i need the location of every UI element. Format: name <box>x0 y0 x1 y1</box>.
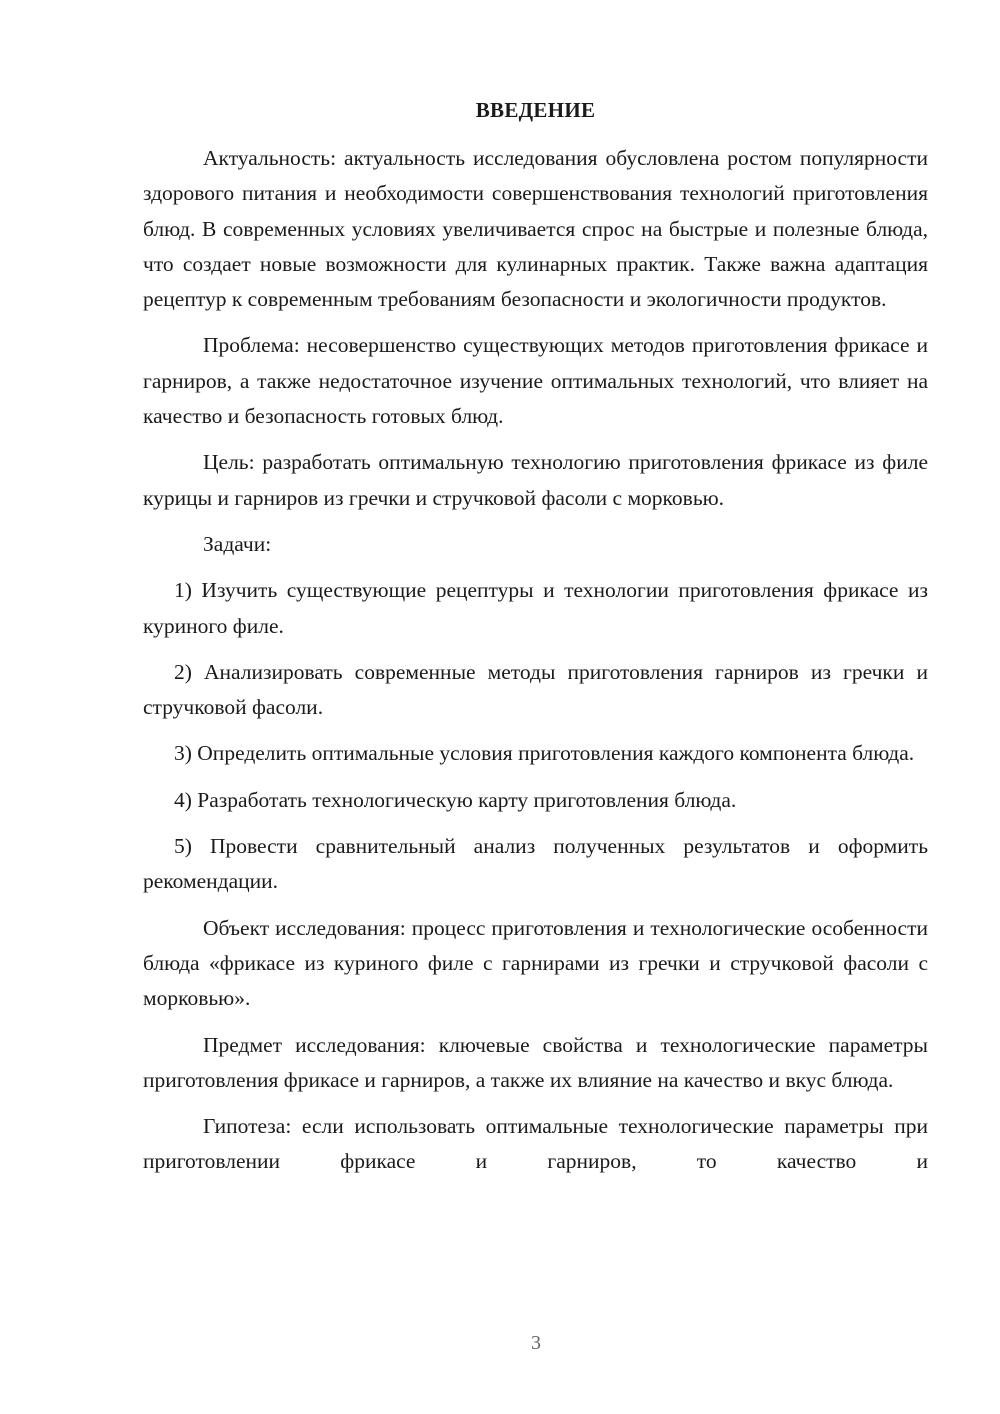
task-item-1: 1) Изучить существующие рецептуры и технологии приготовления фрикасе из куриного филе. <box>143 578 928 638</box>
tasks-label: Задачи: <box>203 531 272 556</box>
paragraph-subject: Предмет исследования: ключевые свойства и технологические параметры приготовления фрикасе и гарниров, а также их влияние на качество и вкус блюда. <box>143 1032 928 1092</box>
paragraph-goal: Цель: разработать оптимальную технологию приготовления фрикасе из филе курицы и гарниров из гречки и стручковой фасоли с морковью. <box>143 450 928 510</box>
paragraph-object: Объект исследования: процесс приготовления и технологические особенности блюда «фрикасе из куриного филе с гарнирами из гречки и стручковой фасоли с морковью». <box>143 915 928 1011</box>
paragraph-hypothesis: Гипотеза: если использовать оптимальные технологические параметры при приготовлении фрикасе и гарниров, то качество и <box>143 1114 928 1174</box>
paragraph-relevance: Актуальность: актуальность исследования обусловлена ростом популярности здорового питания и необходимости совершенствования технологий приготовления блюд. В современных условиях увеличивается спрос на быстрые и полезные блюда, что создает новые возможности для кулинарных практик. Также важна адаптация рецептур к современным требованиям безопасности и экологичности продуктов. <box>143 146 928 312</box>
paragraph-problem: Проблема: несовершенство существующих методов приготовления фрикасе и гарниров, а также недостаточное изучение оптимальных технологий, что влияет на качество и безопасность готовых блюд. <box>143 333 928 429</box>
section-heading: ВВЕДЕНИЕ <box>475 98 596 122</box>
task-item-5: 5) Провести сравнительный анализ полученных результатов и оформить рекомендации. <box>143 834 928 894</box>
page-number: 3 <box>531 1332 541 1354</box>
task-item-2: 2) Анализировать современные методы приготовления гарниров из гречки и стручковой фасоли. <box>143 659 928 720</box>
document-page <box>143 95 928 1191</box>
task-item-3: 3) Определить оптимальные условия приготовления каждого компонента блюда. <box>174 741 915 766</box>
task-item-4: 4) Разработать технологическую карту приготовления блюда. <box>174 787 737 812</box>
